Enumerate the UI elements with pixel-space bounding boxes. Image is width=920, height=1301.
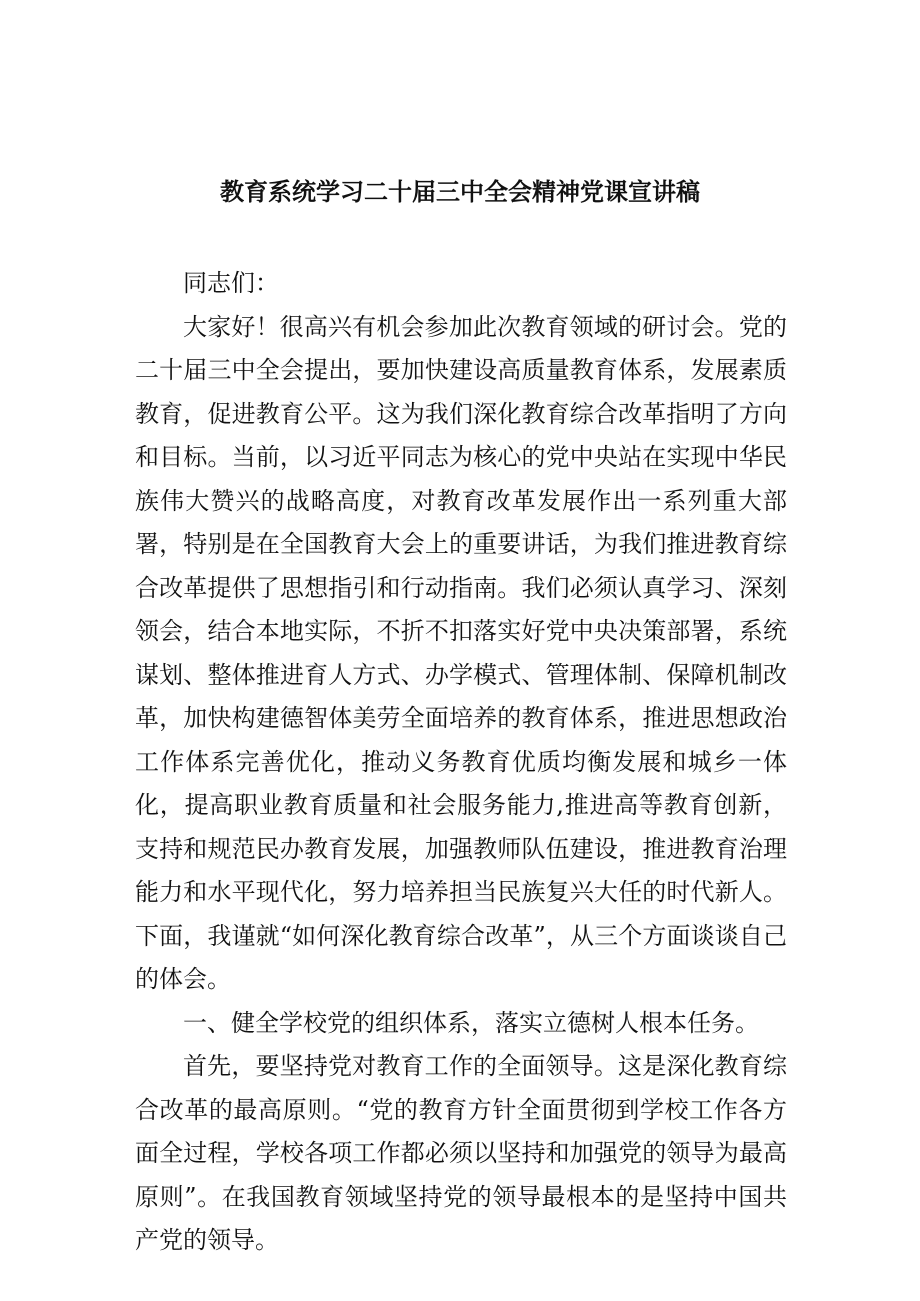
document-title: 教育系统学习二十届三中全会精神党课宣讲稿 xyxy=(220,178,700,206)
intro-paragraph: 大家好！很高兴有机会参加此次教育领域的研讨会。党的二十届三中全会提出，要加快建设高质量教育体系，发展素质教育，促进教育公平。这为我们深化教育综合改革指明了方向和目标。当前，以习近平同志为核心的党中央站在实现中华民族伟大赞兴的战略高度，对教育改革发展作出一系列重大部署，特别是在全国教育大会上的重要讲话，为我们推进教育综合改革提供了思想指引和行动指南。我们必须认真学习、深刻领会，结合本地实际，不折不扣落实好党中央决策部署，系统谋划、整体推进育人方式、办学模式、管理体制、保障机制改革，加快构建德智体美劳全面培养的教育体系，推进思想政治工作体系完善优化，推动义务教育优质均衡发展和城乡一体化，提高职业教育质量和社会服务能力,推进高等教育创新，支持和规范民办教育发展，加强教师队伍建设，推进教育治理能力和水平现代化，努力培养担当民族复兴大任的时代新人。下面，我谨就“如何深化教育综合改革”，从三个方面谈谈自己的体会。 xyxy=(135,312,787,993)
section-heading-1: 一、健全学校党的组织体系，落实立德树人根本任务。 xyxy=(183,1008,759,1037)
document-body xyxy=(135,262,787,1263)
salutation-paragraph: 同志们： xyxy=(183,269,279,297)
body-paragraph: 首先，要坚持党对教育工作的全面领导。这是深化教育综合改革的最高原则。“党的教育方针全面贯彻到学校工作各方面全过程，学校各项工作都必须以坚持和加强党的领导为最高原则”。在我国教育领域坚持党的领导最根本的是坚持中国共产党的领导。 xyxy=(135,1052,787,1254)
